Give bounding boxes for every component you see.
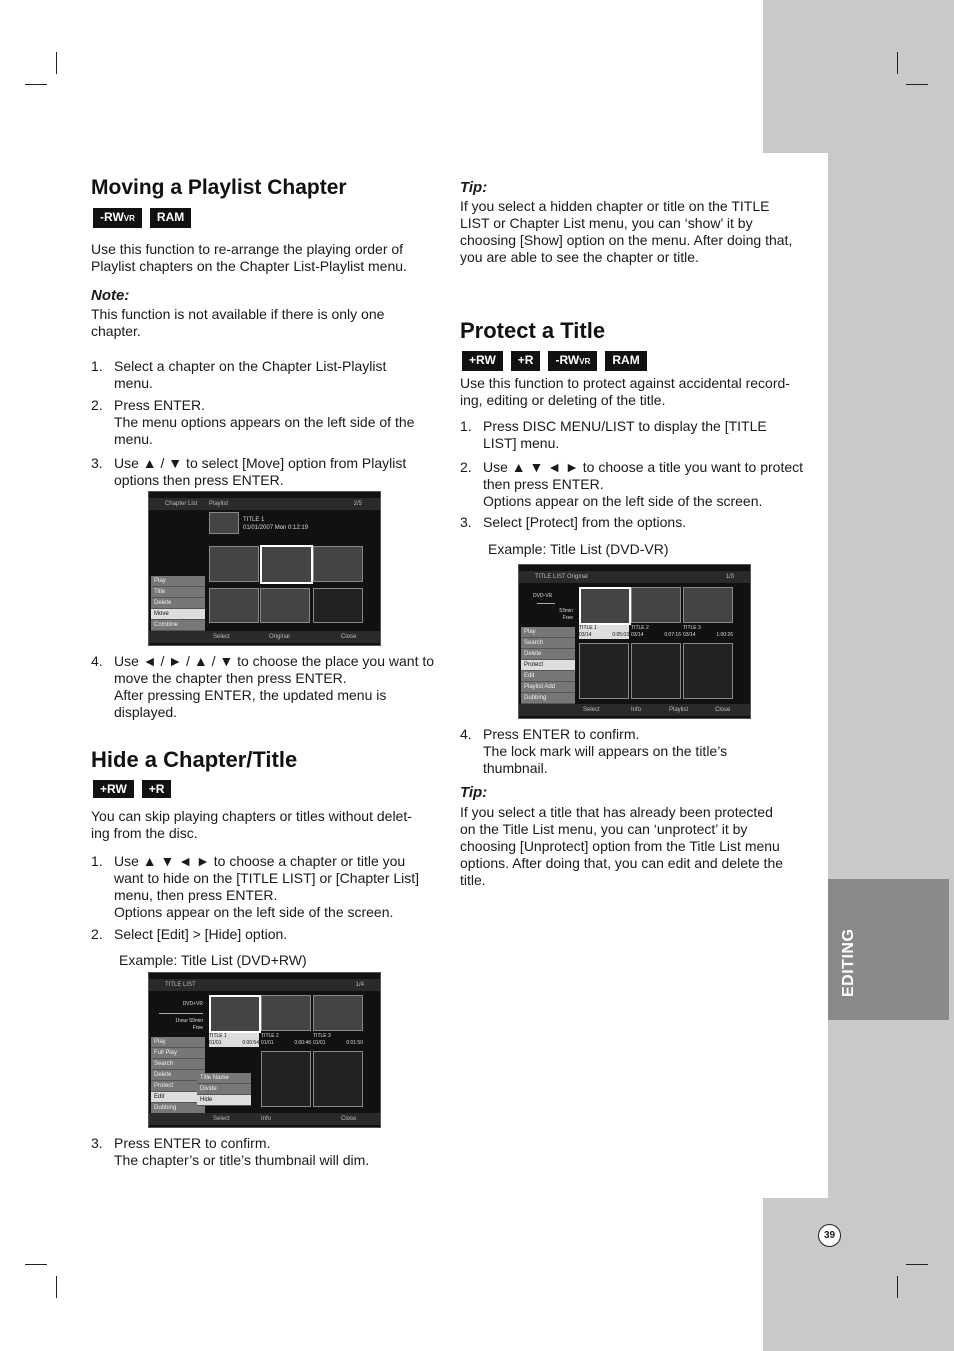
crop-mark [897,52,898,74]
title-label: TITLE 3 03/14 1:00:26 [683,625,733,638]
crop-mark [56,52,57,74]
title-list-screen [148,972,381,1128]
tip-heading: Tip: [460,784,488,801]
protect-title: Protect a Title [460,318,606,343]
protect-intro: Use this function to protect against accidental record- ing, editing or deleting of the title. [460,375,790,408]
screen-footer: Select Info Playlist Close [519,704,750,716]
chapter-thumbnail[interactable] [313,588,363,623]
page-number: 39 [818,1224,841,1247]
sidebar-top-band [763,0,954,153]
moving-title: Moving a Playlist Chapter [91,176,347,199]
format-badge: +R [142,780,172,798]
format-badge: -RWVR [548,351,597,371]
format-badge: RAM [150,208,191,228]
title-thumbnail[interactable] [261,995,311,1031]
title-list-vr-screen [518,564,751,719]
note-text: This function is not available if there is only one chapter. [91,306,385,339]
hide-intro: You can skip playing chapters or titles without delet- ing from the disc. [91,808,412,841]
disc-info: DVD+VR 1hour 59min Free [159,1001,203,1032]
menu-item[interactable]: Move [151,609,205,620]
title-label: TITLE 2 03/14 0:07:16 [631,625,681,638]
chapter-info: TITLE 1 01/01/2007 Mon 0:12:19 [243,517,309,531]
format-badge: -RWVR [93,208,142,228]
hide-example-caption: Example: Title List (DVD+RW) [119,952,307,968]
chapter-thumbnail[interactable] [209,546,259,582]
title-label: TITLE 3 01/01 0:01:50 [313,1033,363,1046]
screen-header: TITLE LIST 1/4 [149,979,380,991]
menu-item[interactable]: Full Play [151,1048,205,1059]
format-badge: +R [511,351,541,371]
screen-header: Chapter List Playlist 2/5 [149,498,380,510]
screen-footer: Select Original Close [149,631,380,643]
menu-item[interactable]: Search [521,638,575,649]
tip-text: If you select a title that has already been protected on the Title List menu, you can ‘unprotect’ it by choosing [Unprotect] option from the Title List menu options. After doing that, you can edit and delete the title. [460,804,784,888]
hide-title: Hide a Chapter/Title [91,747,298,772]
crop-mark [25,1264,47,1265]
crop-mark [906,84,928,85]
empty-slot [579,643,629,699]
crop-mark [897,1276,898,1298]
format-badge: +RW [93,780,134,798]
edit-submenu [197,1073,251,1106]
menu-item[interactable]: Play [151,1037,205,1048]
chapter-thumbnail [209,512,239,534]
title-thumbnail[interactable] [313,995,363,1031]
section-label: EDITING [840,928,857,997]
chapter-thumbnail[interactable] [260,588,310,623]
empty-slot [683,643,733,699]
title-thumbnail[interactable] [579,587,631,625]
hide-badges [93,780,171,798]
menu-item[interactable]: Delete [521,649,575,660]
menu-item[interactable]: Combine [151,620,205,631]
empty-slot [631,643,681,699]
title-label: TITLE 1 03/14 0:05:03 [579,625,629,638]
chapter-thumbnail[interactable] [260,545,313,584]
sidebar-bottom-band [763,1198,954,1351]
menu-item[interactable]: Protect [521,660,575,671]
chapter-thumbnail[interactable] [313,546,363,582]
empty-slot [261,1051,311,1107]
submenu-item[interactable]: Hide [197,1095,251,1106]
screen-header: TITLE LIST Original 1/3 [519,571,750,583]
format-badge: +RW [462,351,503,371]
menu-item[interactable]: Playlist Add [521,682,575,693]
format-badge: RAM [605,351,646,371]
disc-info: DVD-VR 53min Free [533,593,573,621]
section-tab [828,879,949,1020]
protect-badges [462,351,647,371]
crop-mark [906,1264,928,1265]
menu-item[interactable]: Delete [151,1070,205,1081]
moving-intro: Use this function to re-arrange the playing order of Playlist chapters on the Chapter List-Playlist menu. [91,241,407,274]
menu-item[interactable]: Search [151,1059,205,1070]
title-thumbnail[interactable] [209,995,261,1033]
tip-text: If you select a hidden chapter or title on the TITLE LIST or Chapter List menu, you can ‘show’ it by choosing [Show] option on the menu. After doing that, you are able to see the chapter or title. [460,198,793,265]
moving-badges [93,208,191,228]
menu-item[interactable]: Dubbing [521,693,575,704]
note-heading: Note: [91,287,130,304]
options-menu [151,576,205,631]
menu-item[interactable]: Protect [151,1081,205,1092]
title-label: TITLE 2 01/01 0:00:46 [261,1033,311,1046]
menu-item[interactable]: Delete [151,598,205,609]
menu-item[interactable]: Edit [151,1092,205,1103]
title-thumbnail[interactable] [683,587,733,623]
menu-item[interactable]: Play [151,576,205,587]
chapter-thumbnail[interactable] [209,588,259,623]
protect-example-caption: Example: Title List (DVD-VR) [488,541,669,557]
title-label: TITLE 1 01/01 0:00:54 [209,1033,259,1046]
title-thumbnail[interactable] [631,587,681,623]
menu-item[interactable]: Title [151,587,205,598]
submenu-item[interactable]: Divide [197,1084,251,1095]
screen-footer: Select Info Close [149,1113,380,1125]
menu-item[interactable]: Dubbing [151,1103,205,1114]
empty-slot [313,1051,363,1107]
tip-heading: Tip: [460,179,488,196]
sidebar-band [828,153,954,1198]
crop-mark [56,1276,57,1298]
options-menu [521,627,575,704]
menu-item[interactable]: Play [521,627,575,638]
chapter-list-screen [148,491,381,646]
crop-mark [25,84,47,85]
menu-item[interactable]: Edit [521,671,575,682]
submenu-item[interactable]: Title Name [197,1073,251,1084]
